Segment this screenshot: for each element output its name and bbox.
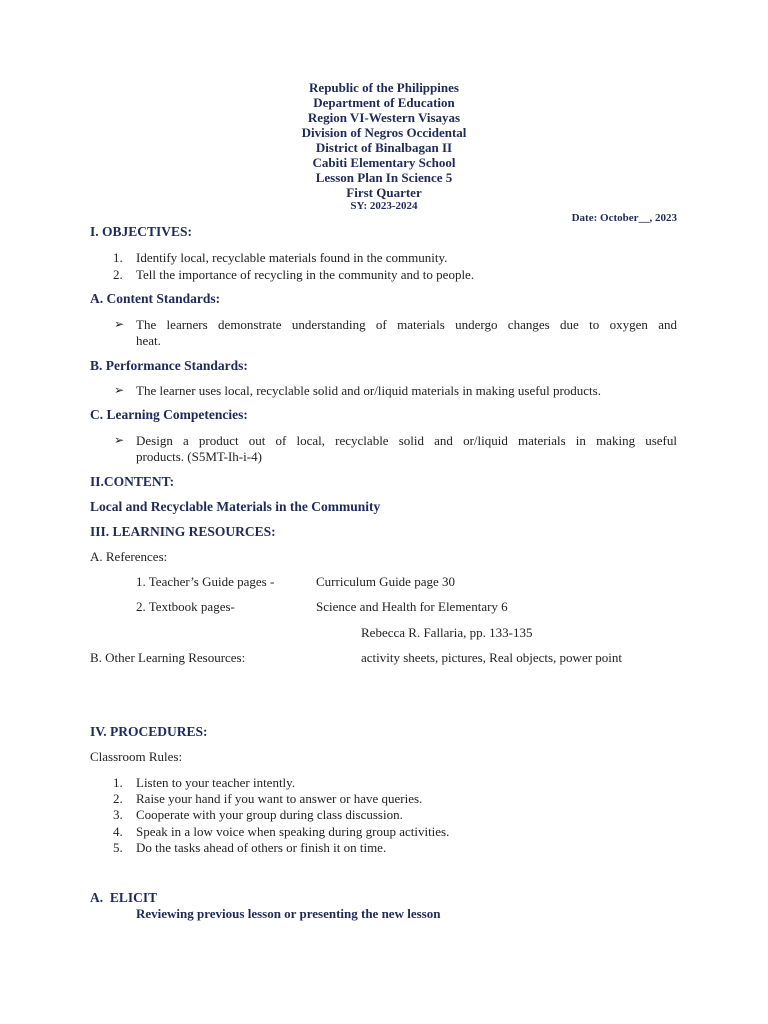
content-standard-text-line2: heat. <box>136 333 161 348</box>
objective-item: Tell the importance of recycling in the community and to people. <box>136 267 475 282</box>
rule-item: Speak in a low voice when speaking during group activities. <box>136 824 450 839</box>
teachers-guide-value: Curriculum Guide page 30 <box>316 574 455 589</box>
rule-number: 3. <box>113 807 123 822</box>
other-resources-label: B. Other Learning Resources: <box>90 650 246 665</box>
teachers-guide-label: 1. Teacher’s Guide pages - <box>136 574 275 589</box>
performance-standards-heading: B. Performance Standards: <box>90 358 248 373</box>
rule-number: 1. <box>113 775 123 790</box>
objective-item: Identify local, recyclable materials found in the community. <box>136 250 448 265</box>
header-line-region: Region VI-Western Visayas <box>307 110 461 125</box>
textbook-author: Rebecca R. Fallaria, pp. 133-135 <box>361 625 533 640</box>
content-topic: Local and Recyclable Materials in the Community <box>90 499 381 514</box>
arrow-bullet-icon: ➢ <box>114 317 125 331</box>
rule-number: 5. <box>113 840 123 855</box>
elicit-heading: A. ELICIT <box>90 890 158 905</box>
header-line-quarter: First Quarter <box>346 185 422 200</box>
header-line-district: District of Binalbagan II <box>315 140 453 155</box>
textbook-label: 2. Textbook pages- <box>136 599 235 614</box>
performance-standard-text: The learner uses local, recyclable solid and or/liquid materials in making useful products. <box>136 383 601 398</box>
rule-item: Do the tasks ahead of others or finish it on time. <box>136 840 387 855</box>
learning-competency-text-line2: products. (S5MT-Ih-i-4) <box>136 449 262 464</box>
textbook-value: Science and Health for Elementary 6 <box>316 599 508 614</box>
content-heading: II.CONTENT: <box>90 474 175 489</box>
arrow-bullet-icon: ➢ <box>114 383 125 397</box>
other-resources-value: activity sheets, pictures, Real objects, power point <box>361 650 623 665</box>
rule-number: 2. <box>113 791 123 806</box>
rule-item: Raise your hand if you want to answer or have queries. <box>136 791 423 806</box>
learning-competency-text-line1: Design a product out of local, recyclable solid and or/liquid materials in making useful <box>136 433 677 448</box>
header-line-republic: Republic of the Philippines <box>309 80 459 95</box>
classroom-rules-label: Classroom Rules: <box>90 749 183 764</box>
rule-item: Listen to your teacher intently. <box>136 775 296 790</box>
learning-resources-heading: III. LEARNING RESOURCES: <box>90 524 276 539</box>
references-label: A. References: <box>90 549 168 564</box>
objectives-heading: I. OBJECTIVES: <box>90 224 193 239</box>
procedures-heading: IV. PROCEDURES: <box>90 724 208 739</box>
arrow-bullet-icon: ➢ <box>114 433 125 447</box>
objective-number: 2. <box>113 267 123 282</box>
content-standard-text-line1: The learners demonstrate understanding of materials undergo changes due to oxygen and <box>136 317 677 332</box>
content-standards-heading: A. Content Standards: <box>90 291 221 306</box>
header-line-deped: Department of Education <box>313 95 455 110</box>
header-line-lesson-plan: Lesson Plan In Science 5 <box>315 170 453 185</box>
elicit-subheading: Reviewing previous lesson or presenting the new lesson <box>136 906 441 921</box>
objective-number: 1. <box>113 250 123 265</box>
rule-number: 4. <box>113 824 123 839</box>
learning-competencies-heading: C. Learning Competencies: <box>90 407 248 422</box>
header-line-division: Division of Negros Occidental <box>301 125 467 140</box>
rule-item: Cooperate with your group during class discussion. <box>136 807 403 822</box>
school-year: SY: 2023-2024 <box>350 200 418 212</box>
header-line-school: Cabiti Elementary School <box>312 155 456 170</box>
lesson-date: Date: October__, 2023 <box>571 212 677 224</box>
